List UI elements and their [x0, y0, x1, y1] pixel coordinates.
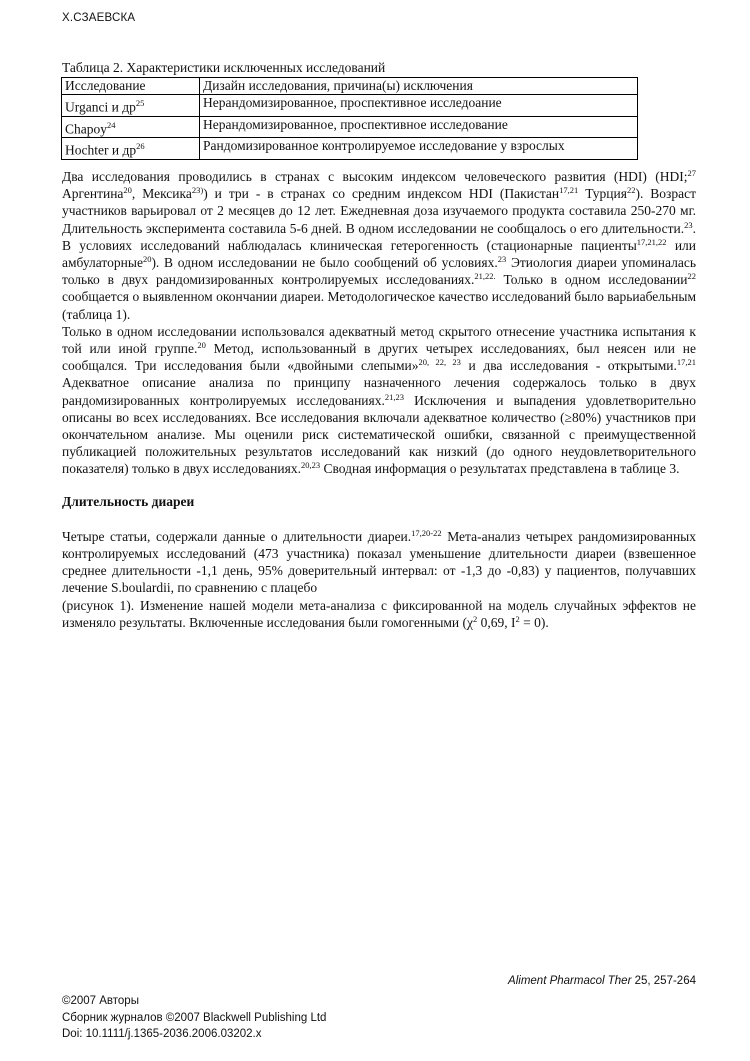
- paragraph-duration: Четыре статьи, содержали данные о длительности диареи.$^{17,20-22}$ Мета-анализ четырех рандомизированных контролируемых исследований (473 участника) показал уменьшение длительности диареи (взвешенное среднее длительности -1,1 день, 95% доверительный интервал: от -1,3 до -0,83) у пациентов, получавших лечение S.boulardii, по сравнению с плацебо: [62, 527, 696, 596]
- journal-reference: [508, 975, 696, 987]
- table-row: [62, 116, 638, 138]
- paragraph-settings: Два исследования проводились в странах с высоким индексом человеческого развития (HDI) (HDI;$^{27}$ Аргентина$^{20}$, Мексика$^{23)}$) и три - в странах со средним индексом HDI (Пакистан$^{17,21}$ Турция$^{22}$). Возраст участников варьировал от 2 месяцев до 12 лет. Ежедневная доза изучаемого продукта составила 250-270 мг. Длительность эксперимента составила 5-6 дней. В одном исследовании не сообщалось о его длительности.$^{23}$. В условиях исследований наблюдалась клиническая гетерогенность (стационарные пациенты$^{17,21,22}$ или амбулаторные$^{20}$). В одном исследовании не было сообщений об условиях.$^{23}$ Этиология диареи упоминалась только в двух рандомизированных контролируемых исследованиях.$^{21,22.}$ Только в одном исследовании$^{22}$ сообщается о выявленном окончании диареи. Методологическое качество исследований было варьиабельным (таблица 1).: [62, 168, 696, 322]
- running-head: Х.СЗАЕВСКА: [62, 12, 136, 24]
- copyright-authors: ©2007 Авторы: [62, 995, 139, 1007]
- table-header-row: [62, 78, 638, 95]
- copyright-publisher: Сборник журналов ©2007 Blackwell Publishing Ltd: [62, 1011, 327, 1024]
- paragraph-duration-cont: (рисунок 1). Изменение нашей модели мета-анализа с фиксированной на модель случайных эффектов не изменяло результаты. Включенные исследования были гомогенными ($\chi^2$ 0,69, $I^2 = 0$).: [62, 597, 696, 630]
- journal-pages: 25, 257-264: [631, 975, 696, 987]
- study-cell: Urganci и $др^{25}$: [62, 95, 200, 117]
- article-body: [62, 168, 696, 631]
- column-header-design: Дизайн исследования, причина(ы) исключения: [200, 78, 638, 95]
- paragraph-quality: Только в одном исследовании использовался адекватный метод скрытого отнесение участника испытания к той или иной группе.$^{20}$ Метод, использованный в других четырех исследованиях, был неясен или не сообщался. Три исследования были «двойными слепыми»$^{20, 22, 23}$ и два исследования - открытыми.$^{17,21}$ Адекватное описание анализа по принципу назначенного лечения содержалось только в двух рандомизированных контролируемых исследованиях.$^{21,23}$ Исключения и выпадения удовлетворительно описаны во всех исследованиях. Все исследования включали адекватное количество (≥80%) участников при окончательном анализе. Мы оценили риск систематической ошибки, связанной с преимущественной публикацией положительных результатов исследований как низкий (до одного неудовлетворительного показателя) только в двух исследованиях.$^{20,23}$ Сводная информация о результатах представлена в таблице 3.: [62, 323, 697, 477]
- study-cell: Chapoy$^{24}$: [62, 116, 200, 138]
- column-header-study: Исследование: [62, 78, 200, 95]
- design-cell: Нерандомизированное, проспективное исследование: [200, 116, 638, 138]
- exclusion-table: [61, 77, 638, 160]
- section-heading: Длительность диареи: [62, 493, 195, 509]
- doi: Doi: 10.1111/j.1365-2036.2006.03202.x: [62, 1028, 262, 1040]
- journal-name: Aliment Pharmacol Ther: [508, 975, 632, 987]
- table-row: [62, 95, 638, 117]
- study-cell: Hochter и $др^{26}$: [62, 138, 200, 160]
- page-footer: [62, 993, 326, 1043]
- table-row: [62, 138, 638, 160]
- table-caption: Таблица 2. Характеристики исключенных исследований: [62, 60, 386, 75]
- design-cell: Нерандомизированное, проспективное исследоание: [200, 95, 638, 117]
- design-cell: Рандомизированное контролируемое исследование у взрослых: [200, 138, 638, 160]
